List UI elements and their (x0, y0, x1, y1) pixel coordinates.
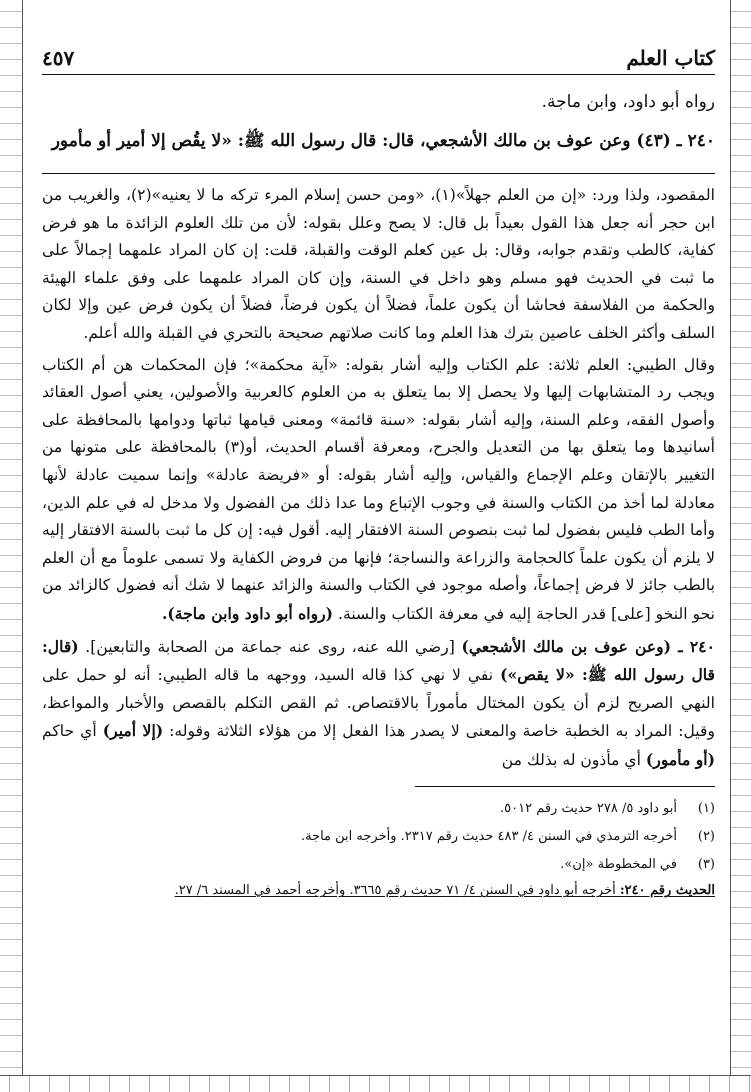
header-rule (42, 74, 715, 75)
sharh-paragraph-3 (42, 633, 715, 775)
page-border-left (0, 0, 23, 1092)
sharh-p3-c: نفي لا نهي كذا قاله السيد، ووجهه ما قاله الطيبي: أنه لو حمل على النهي الصريح لزم أن يكون المختال مأموراً بالاقتصاص. ثم القص التكلم بالقصص والأخبار والمواعظ، وقيل: المراد به الخطبة خاصة والمعنى لا يصدر هذا الفعل إلا من هؤلاء الثلاثة وقوله: (42, 666, 716, 741)
footnote-text: في المخطوطة «إن». (560, 857, 677, 873)
takhrij-label: الحديث رقم ٢٤٠: (619, 883, 715, 899)
sharh-p3-e: أي حاكم (42, 722, 103, 741)
takhrij-text: أخرجه أبو داود في السنن ٤/ ٧١ حديث رقم ٣٦٦٥. وأخرجه أحمد في المسند ٦/ ٢٧. (174, 883, 620, 899)
footnote-2 (42, 825, 715, 849)
sharh-p3-b: (قال: قال رسول الله ﷺ: «لا يقص») (42, 636, 715, 685)
sharh-paragraph-2-text: وقال الطيبي: العلم ثلاثة: علم الكتاب وإليه أشار بقوله: «آية محكمة»؛ فإن المحكمات هن أم الكتاب ويجب رد المتشابهات إليها ولا يحصل إلا بما يتعلق به من العلوم كالعربية والأصولين، يعني أصول العقائد وأصول الفقه، وعلم السنة، وإليه أشار بقوله: «سنة قائمة» ومعنى قيامها ثباتها ودوامها بالمحافظة على أسانيدها وما يتعلق بها من التعديل والجرح، ومعرفة أقسام الحديث، أو(٣) بالمحافظة على متونها من التغيير بالإتقان وعلم الإجماع والقياس، وإليه أشار بقوله: أو «فريضة عادلة» وإنما سميت عادلة لأنها معادلة لما أخذ من الكتاب والسنة في وجوب الإتباع وما عدا ذلك من الفضول ولا مدخل له في علم الدين، وأما الطب فليس بفضول لما ثبت بنصوص السنة الافتقار إليه. أقول فيه: إن كل ما ثبت بالسنة الافتقار إليه لا يلزم أن يكون علماً كالحجامة والزراعة والنساجة؛ فإنها من فروض الكفاية ولا تسمى علوماً مع أن العلم بالطب جائز لا فرض إجماعاً، وأصله موجود في الكتاب والسنة والزائد عنهما لا شك أنه فضول كالزائد من نحو النخو [على] قدر الحاجة إليه في معرفة الكتاب والسنة. (42, 355, 715, 623)
sharh-paragraph-2-source: (رواه أبو داود وابن ماجة). (161, 603, 334, 623)
footnote-number: (٣) (697, 857, 715, 873)
footnote-1 (42, 797, 715, 821)
matn-line-1: رواه أبو داود، وابن ماجة. (541, 92, 715, 112)
matn-hadith: ٢٤٠ ـ (٤٣) وعن عوف بن مالك الأشجعي، قال: قال رسول الله ﷺ: «لا يقُص إلا أمير أو مأمور (51, 131, 715, 151)
footnote-text: أخرجه الترمذي في السنن ٤/ ٤٨٣ حديث رقم ٢٣١٧. وأخرجه ابن ماجة. (300, 829, 677, 845)
chapter-title: كتاب العلم (626, 46, 715, 70)
sharh-paragraph-1: المقصود، ولذا ورد: «إن من العلم جهلاً»(١)، «ومن حسن إسلام المرء تركه ما لا يعنيه»(٢)، والغريب من ابن حجر أنه جعل هذا القول بعيداً بل قال: لا يصح وعلل بقوله: لأن من تلك العلوم الزائدة ما هو فرض كفاية، كالطب وتقدم جوابه، وقال: بل عين كعلم الوقت والقبلة، قلت: إن كان المراد علمهما إجمالاً على ما ثبت في الحديث فهو مسلم وهو داخل في السنة، وإن كان المراد علمهما على وفق علماء الهيئة والحكمة من الفلاسفة فحاشا أن يكون علماً، فضلاً أن يكون فرضاً، فضلاً أن يكون فرض عين وإلا لكان السلف وأكثر الخلف عاصين بترك هذا العلم وما كانت صلاتهم صحيحة بالتحري في القبلة والله أعلم. (42, 186, 715, 342)
matn-section (42, 87, 715, 157)
matn-sharh-separator (42, 173, 715, 174)
footnote-number: (١) (697, 801, 715, 817)
footnote-rule (415, 786, 715, 787)
sharh-p3-start: ٢٤٠ ـ (وعن عوف بن مالك الأشجعي) (461, 636, 715, 656)
sharh-p3-g: أي مأذون له بذلك من (501, 750, 646, 769)
page-border-bottom (0, 1075, 751, 1092)
hadith-takhrij-line (42, 881, 715, 901)
page-border-right (730, 0, 751, 1092)
footnote-text: أبو داود ٥/ ٢٧٨ حديث رقم ٥٠١٢. (499, 801, 677, 817)
footnote-3 (42, 853, 715, 877)
sharh-p3-d: (إلا أمير) (102, 721, 164, 741)
sharh-section (42, 182, 715, 774)
sharh-p3-f: (أو مأمور) (645, 749, 715, 769)
page-number: ٤٥٧ (42, 46, 75, 70)
sharh-p3-a: [رضي الله عنه، روى عنه جماعة من الصحابة والتابعين]. (78, 637, 455, 656)
footnotes (42, 797, 715, 901)
page-header (42, 30, 715, 70)
page-content (42, 30, 715, 1074)
footnote-number: (٢) (697, 829, 715, 845)
sharh-paragraph-2 (42, 352, 715, 629)
